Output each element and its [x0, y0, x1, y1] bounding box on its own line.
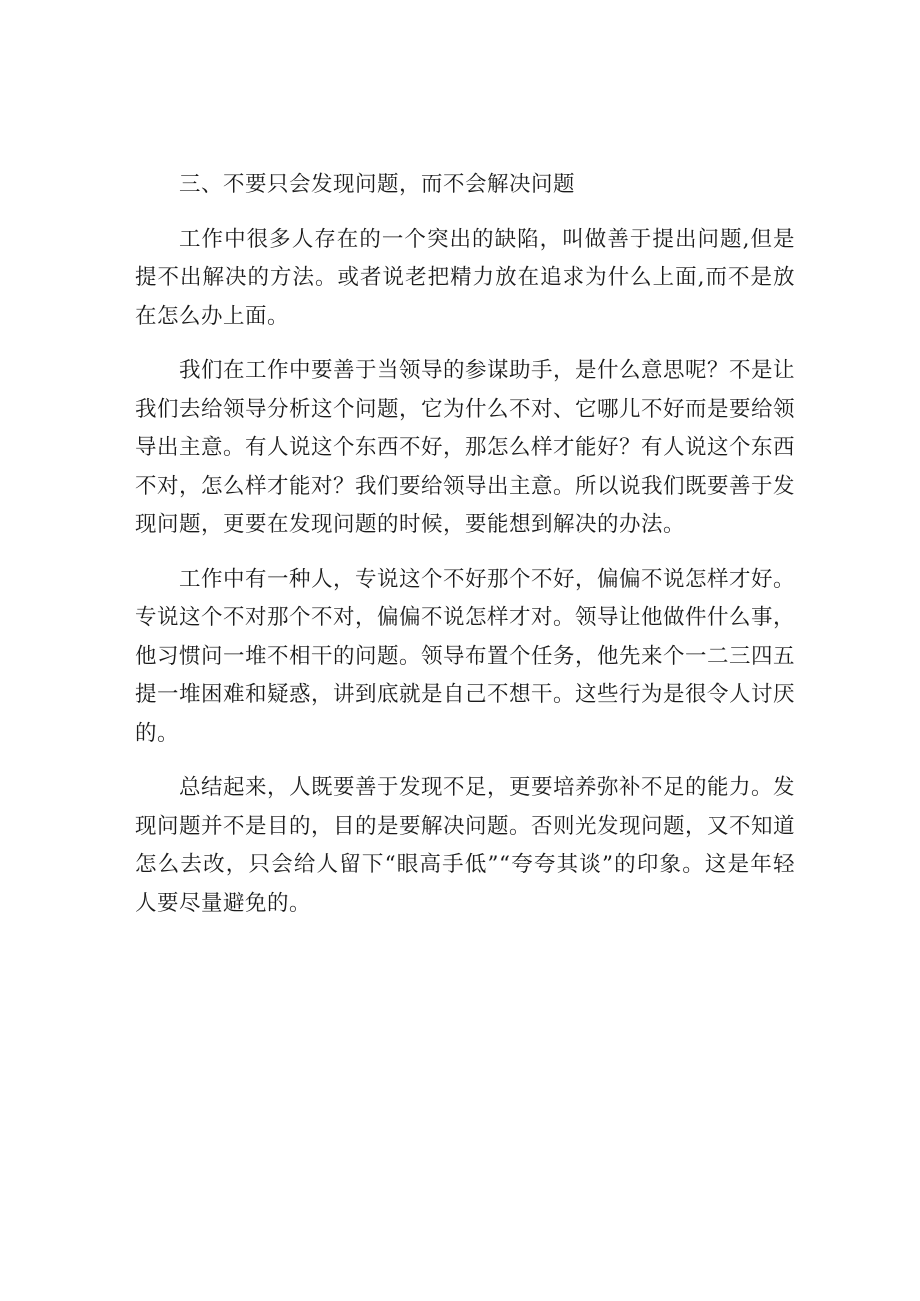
paragraph-2: 我们在工作中要善于当领导的参谋助手，是什么意思呢？不是让我们去给领导分析这个问题，它为什么不对、它哪儿不好而是要给领导出主意。有人说这个东西不好，那怎么样才能好？有人说这个东西不对，怎么样才能对？我们要给领导出主意。所以说我们既要善于发现问题，更要在发现问题的时候，要能想到解决的办法。: [135, 358, 796, 537]
paragraph-4: 总结起来，人既要善于发现不足，更要培养弥补不足的能力。发现问题并不是目的，目的是要解决问题。否则光发现问题，又不知道怎么去改，只会给人留下“眼高手低”“夸夸其谈”的印象。这是年轻人要尽量避免的。: [135, 775, 796, 916]
section-heading: 三、不要只会发现问题，而不会解决问题: [179, 172, 576, 197]
paragraph-3: 工作中有一种人，专说这个不好那个不好，偏偏不说怎样才好。专说这个不对那个不对，偏偏不说怎样才对。领导让他做件什么事，他习惯问一堆不相干的问题。领导布置个任务，他先来个一二三四五提一堆困难和疑惑，讲到底就是自己不想干。这些行为是很令人讨厌的。: [135, 566, 796, 746]
document-body: [135, 166, 795, 939]
paragraph-1: 工作中很多人存在的一个突出的缺陷，叫做善于提出问题,但是提不出解决的方法。或者说老把精力放在追求为什么上面,而不是放在怎么办上面。: [135, 226, 795, 329]
